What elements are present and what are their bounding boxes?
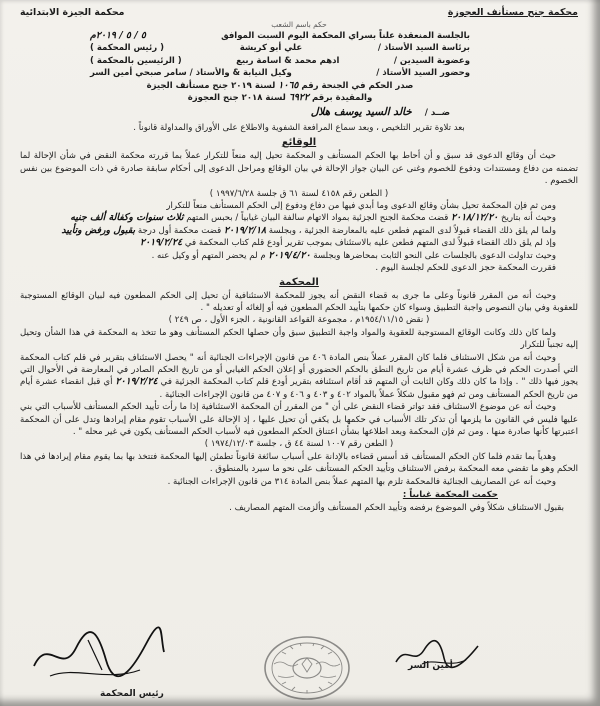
first-sentence: ثلاث سنوات وكفالة ألف جنيه: [70, 212, 184, 224]
court-p3-text-2: أي قبل انقضاء عشرة أيام من تاريخ الحكم المستأنف ومن ثم فهو مقبول شكلاً عملاً بالمواد ٤٠٢ و ٤٠٣ و ٤٠٦ و ٤٠٧ من قانون الإجراءات الجنائية .: [20, 377, 578, 400]
registered-number: ٦٩٢٢: [288, 92, 309, 104]
court-p3-text: وحيث أنه من شكل الاستئناف فلما كان المقرر عملاً بنص المادة ٤٠٦ من قانون الإجراءات الجنائية أنه " يحصل الاستئناف بتقرير في قلم كتاب المحكمة التي أصدرت الحكم في ظرف عشرة أيام من تاريخ النطق بالحكم الحضوري أو إعلان الحكم الغيابي أو من تاريخ الحكم الصادر في المعارضة في الأحوال التي يجوز فيها ذلك " . وإذا ما كان ذلك وكان الثابت أن المتهم قد أقام استئنافه بتقرير أودع قلم كتاب المحكمة الجزئية في: [20, 352, 579, 388]
facts-paragraph-1: حيث أن وقائع الدعوى قد سبق و أن أحاط بها الحكم المستأنف و المحكمة تحيل إليه منعاً للتكرار عملاً بما قررته محكمة النقض في شأن الإحالة لما تضمنه من دفاع ومستندات ودفوع للخصوم وغنى عن البيان جواز الإحالة في بيان الوقائع ومراحل الدعوى إلى أحكام سابقة صادرة في ذات الموضوع بين نفس الخصوم .: [20, 151, 578, 187]
in-the-name-of-people: حكم باسم الشعب: [271, 20, 327, 29]
members-line: [90, 55, 470, 67]
court-paragraph-6: وحيث أنه عن المصاريف الجنائية فالمحكمة تلزم بها المتهم عملاً بنص المادة ٣١٤ من قانون الإجراءات الجنائية .: [167, 476, 556, 487]
court-citation-2: ( الطعن رقم ١٠٠٧ لسنة ٤٤ ق ، جلسة ١٩٧٤/١٢/٠٣ ): [204, 439, 394, 450]
facts-p6-text: وحيث تداولت الدعوى بالجلسات على النحو الثابت بمحاضرها وبجلسة: [313, 250, 556, 261]
session-date-line: [90, 30, 470, 42]
registered-year-text: لسنة ٢٠١٨ جنح العجوزة: [187, 93, 286, 104]
document-header: [20, 6, 578, 19]
verdict-text: بقبول الاستئناف شكلاً وفي الموضوع برفضه وتأييد الحكم المستأنف وألزمت المتهم المصاريف .: [229, 503, 564, 513]
facts-paragraph-6: [20, 250, 578, 262]
primary-court-name: محكمة الجيزة الابتدائية: [20, 7, 125, 18]
facts-p3-text: وحيث أنه بتاريخ: [500, 213, 556, 224]
attendance-text: وكيل النيابة & والأستاذ / سامر صبحي أمين السر: [90, 68, 292, 79]
facts-paragraph-5: [20, 237, 578, 249]
session-date-text: بالجلسة المنعقدة علناً بسراي المحكمة اليوم السبت الموافق: [221, 31, 470, 41]
registered-text: والمقيدة برقم: [311, 93, 373, 104]
facts-p3-text-2: قضت محكمة الجنح الجزئية بمواد الاتهام سالفة البيان غيابياً / بحبس المتهم: [186, 213, 449, 224]
facts-heading: الوقائع: [281, 137, 317, 149]
court-paragraph-2: ولما كان ذلك وكانت الوقائع المستوجبة للعقوبة والمواد واجبة التطبيق سبق وأن حصلها الحكم المستأنف وهو ما تتخذ به المحكمة في هذا الشأن وتحيل إليه تجنباً للتكرار: [20, 327, 578, 351]
members-role: ( الرئيسين بالمحكمة ): [90, 55, 182, 66]
attendance-line: [90, 67, 470, 79]
case-number-text: صدر الحكم في الجنحة رقم: [301, 80, 414, 91]
clerk-label: أمين السر: [408, 661, 453, 671]
session-details: [90, 30, 470, 104]
presiding-role: ( رئيس المحكمة ): [90, 43, 164, 54]
registered-number-line: [90, 92, 470, 104]
presiding-label: برئاسة السيد الأستاذ /: [377, 43, 470, 54]
attendance-label: وحضور السيد الأستاذ /: [376, 68, 470, 79]
appeal-report-date: ٢٠١٩/٢/٢٤: [115, 376, 158, 388]
opposition-ruling: بقبول ورفض وتأييد: [61, 224, 136, 236]
hearing-date: ٢٠١٩/٤/٢٠: [268, 249, 311, 261]
presiding-judge-line: [90, 42, 470, 54]
facts-paragraph-7: فقررت المحكمة حجز الدعوى للحكم لجلسة اليوم .: [375, 263, 556, 274]
presiding-name: علي أبو كريشة: [239, 43, 303, 54]
court-paragraph-4: وحيث أنه عن موضوع الاستئناف فقد تواتر قضاء النقض على أن " من المقرر أن المحكمة الاستئنافية إذا ما رأت تأييد الحكم المستأنف للأسباب التي بني عليها فليس في القانون ما يلزمها أن تذكر تلك الأسباب في حكمها بل يكفي أن تحيل عليها ، إذ الإحالة على الأسباب تقوم مقام إيرادها وتدل على أن المحكمة اعتبرتها كأنها صادرة منها . ومن ثم فإن المحكمة وبعد اطلاعها بشأن اعتناق الحكم المطعون فيه لأسباب الحكم المستأنف يكون في غير محله " .: [20, 402, 578, 437]
appeal-filing-date: ٢٠١٩/٢/٢٤: [140, 237, 183, 249]
facts-p4-text: ولما لم يلق ذلك القضاء قبولاً لدى المتهم فطعن عليه بالمعارضة الجزئية ، وبجلسة: [268, 225, 556, 236]
court-paragraph-3: [20, 352, 578, 402]
members-label: وعضوية السيدين /: [393, 55, 470, 66]
session-date: ٥ / ٥ / ٢٠١٩م: [90, 30, 146, 41]
first-judgment-date: ٢٠١٨/١٢/٢٠: [451, 212, 499, 224]
facts-citation: ( الطعن رقم ٤١٥٨ لسنة ٦١ ق جلسة ١٩٩٧/٦/٢٨ ): [209, 188, 389, 199]
court-paragraph-1: وحيث أنه من المقرر قانوناً وعلى ما جرى به قضاء النقض أنه يجوز للمحكمة الاستئنافية أن تحيل إلى الحكم المطعون فيه لبيان الوقائع المستوجبة للعقوبة وفي بيان النصوص واجبة التطبيق وسواء كان حكمها بتأييد الحكم المطعون فيه أو إلغائه أو تعديله " .: [20, 290, 578, 313]
facts-p6-text-2: م لم يحضر المتهم أو وكيل عنه .: [151, 250, 266, 261]
intro-statement: بعد تلاوة تقرير التلخيص ، وبعد سماع المرافعة الشفوية والاطلاع على الأوراق والمداولة قانوناً .: [133, 123, 465, 134]
appeal-court-name: محكمة جنح مستأنف العجوزة: [447, 7, 578, 18]
facts-p5-text: وإذ لم يلق ذلك القضاء قبولاً لدى المتهم فطعن عليه بالاستئناف بموجب تقرير أودع قلم كتاب المحكمة في: [184, 238, 556, 249]
opposition-date: ٢٠١٩/٢/١٨: [223, 224, 267, 236]
facts-p4-text-2: قضت محكمة أول درجة: [137, 225, 222, 236]
court-seal-stamp: [262, 634, 352, 702]
members-names: ادهم محمد & اسامة ربيع: [236, 55, 340, 66]
president-signature: [28, 626, 168, 686]
case-number-line: [90, 80, 470, 92]
facts-paragraph-2: ومن ثم فإن المحكمة تحيل بشأن وقائع الدعوى وما أبدي فيها من دفاع ودفوع إلى الحكم المستأنف منعاً للتكرار: [166, 201, 556, 212]
case-year-text: لسنة ٢٠١٩ جنح مستأنف الجيزة: [146, 80, 276, 91]
court-heading: المحكمة: [279, 276, 319, 288]
defendant-line: [20, 104, 450, 121]
court-citation-1: ( نقض ١٩٥٤/١١/١٥م ، مجموعة القواعد القانونية ، الجزء الأول ، ص ٢٤٩ ): [168, 315, 430, 326]
against-label: ضــد /: [424, 108, 450, 119]
court-paragraph-5: وهدياً بما تقدم فلما كان الحكم المستأنف قد أسس قضاءه بالإدانة على أسباب سائغة قانوناً تطمئن إليها المحكمة فتتخذ بها بما يقوم مقام إيرادها في هذا الحكم وهو ما تقضي معه المحكمة برفض الاستئناف وتأييد الحكم المستأنف على نحو ما سيرد بالمنطوق .: [20, 451, 578, 475]
president-label: رئيس المحكمة: [100, 689, 164, 699]
defendant-name: خالد السيد يوسف هلال: [310, 106, 412, 119]
facts-paragraph-3: [20, 212, 578, 224]
case-number: ١٠٦٥: [278, 79, 299, 91]
verdict-heading: حكمت المحكمة غيابياً :: [402, 490, 498, 500]
facts-paragraph-4: [20, 225, 578, 237]
